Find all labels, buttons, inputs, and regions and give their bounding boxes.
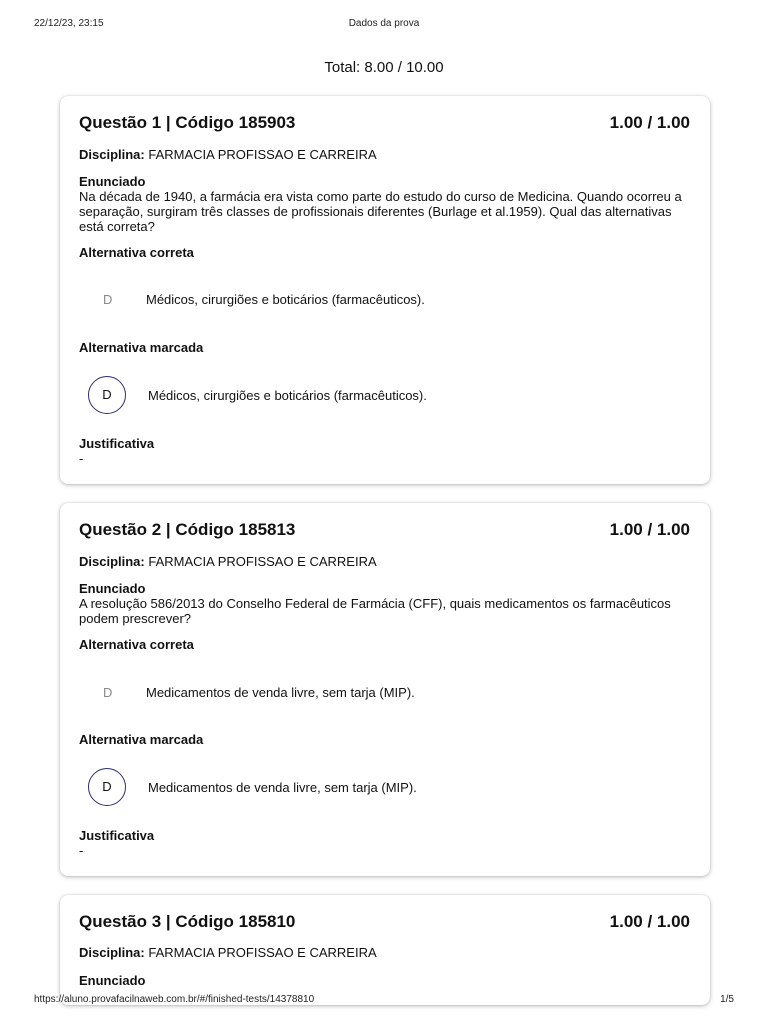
question-title: Questão 3 | Código 185810 bbox=[79, 912, 296, 931]
justificativa-label: Justificativa bbox=[79, 436, 155, 451]
marked-alternative-letter: D bbox=[88, 376, 126, 414]
enunciado-text: Na década de 1940, a farmácia era vista como parte do estudo do curso de Medicina. Quando ocorreu a separação, surgiram três classes de profissionais diferentes (Burlage et al.1959). Qual das alternativas está correta? bbox=[79, 189, 682, 234]
question-card-2 bbox=[60, 503, 710, 876]
marked-alternative-label: Alternativa marcada bbox=[79, 340, 204, 355]
disciplina-row bbox=[79, 554, 690, 569]
justificativa-text: - bbox=[79, 451, 84, 466]
question-card-1 bbox=[60, 96, 710, 484]
enunciado-block bbox=[79, 581, 690, 626]
enunciado-text: A resolução 586/2013 do Conselho Federal de Farmácia (CFF), quais medicamentos os farmacêuticos podem prescrever? bbox=[79, 596, 671, 626]
disciplina-label: Disciplina: bbox=[79, 945, 145, 960]
page-number: 1/5 bbox=[720, 994, 734, 1005]
justificativa-text: - bbox=[79, 843, 84, 858]
correct-alternative-letter: D bbox=[103, 685, 113, 700]
disciplina-value: FARMACIA PROFISSAO E CARREIRA bbox=[148, 147, 377, 162]
justificativa-block bbox=[79, 828, 690, 858]
question-card-3 bbox=[60, 895, 710, 1005]
enunciado-block bbox=[79, 973, 690, 988]
print-url: https://aluno.provafacilnaweb.com.br/#/finished-tests/14378810 bbox=[34, 994, 315, 1005]
correct-alternative-label: Alternativa correta bbox=[79, 637, 194, 652]
disciplina-label: Disciplina: bbox=[79, 147, 145, 162]
justificativa-label: Justificativa bbox=[79, 828, 155, 843]
print-footer bbox=[0, 994, 768, 1014]
correct-alternative-text: Medicamentos de venda livre, sem tarja (MIP). bbox=[146, 685, 415, 700]
justificativa-block bbox=[79, 436, 690, 466]
question-title: Questão 2 | Código 185813 bbox=[79, 520, 296, 539]
question-score: 1.00 / 1.00 bbox=[609, 520, 690, 539]
print-title: Dados da prova bbox=[348, 18, 420, 29]
marked-alternative-letter: D bbox=[88, 768, 126, 806]
disciplina-value: FARMACIA PROFISSAO E CARREIRA bbox=[148, 554, 377, 569]
enunciado-block bbox=[79, 174, 690, 234]
enunciado-label: Enunciado bbox=[79, 581, 146, 596]
disciplina-label: Disciplina: bbox=[79, 554, 145, 569]
question-title: Questão 1 | Código 185903 bbox=[79, 113, 296, 132]
correct-alternative-letter: D bbox=[103, 292, 113, 307]
marked-alternative-text: Médicos, cirurgiões e boticários (farmacêuticos). bbox=[148, 388, 427, 403]
enunciado-label: Enunciado bbox=[79, 174, 146, 189]
disciplina-value: FARMACIA PROFISSAO E CARREIRA bbox=[148, 945, 377, 960]
disciplina-row bbox=[79, 147, 690, 162]
question-score: 1.00 / 1.00 bbox=[609, 912, 690, 931]
marked-alternative-text: Medicamentos de venda livre, sem tarja (MIP). bbox=[148, 780, 417, 795]
disciplina-row bbox=[79, 945, 690, 960]
correct-alternative-text: Médicos, cirurgiões e boticários (farmacêuticos). bbox=[146, 292, 425, 307]
correct-alternative-label: Alternativa correta bbox=[79, 245, 194, 260]
marked-alternative-label: Alternativa marcada bbox=[79, 732, 204, 747]
enunciado-label: Enunciado bbox=[79, 973, 146, 988]
print-datetime: 22/12/23, 23:15 bbox=[34, 18, 104, 29]
question-score: 1.00 / 1.00 bbox=[609, 113, 690, 132]
print-header bbox=[0, 0, 768, 40]
total-score: Total: 8.00 / 10.00 bbox=[324, 59, 444, 76]
